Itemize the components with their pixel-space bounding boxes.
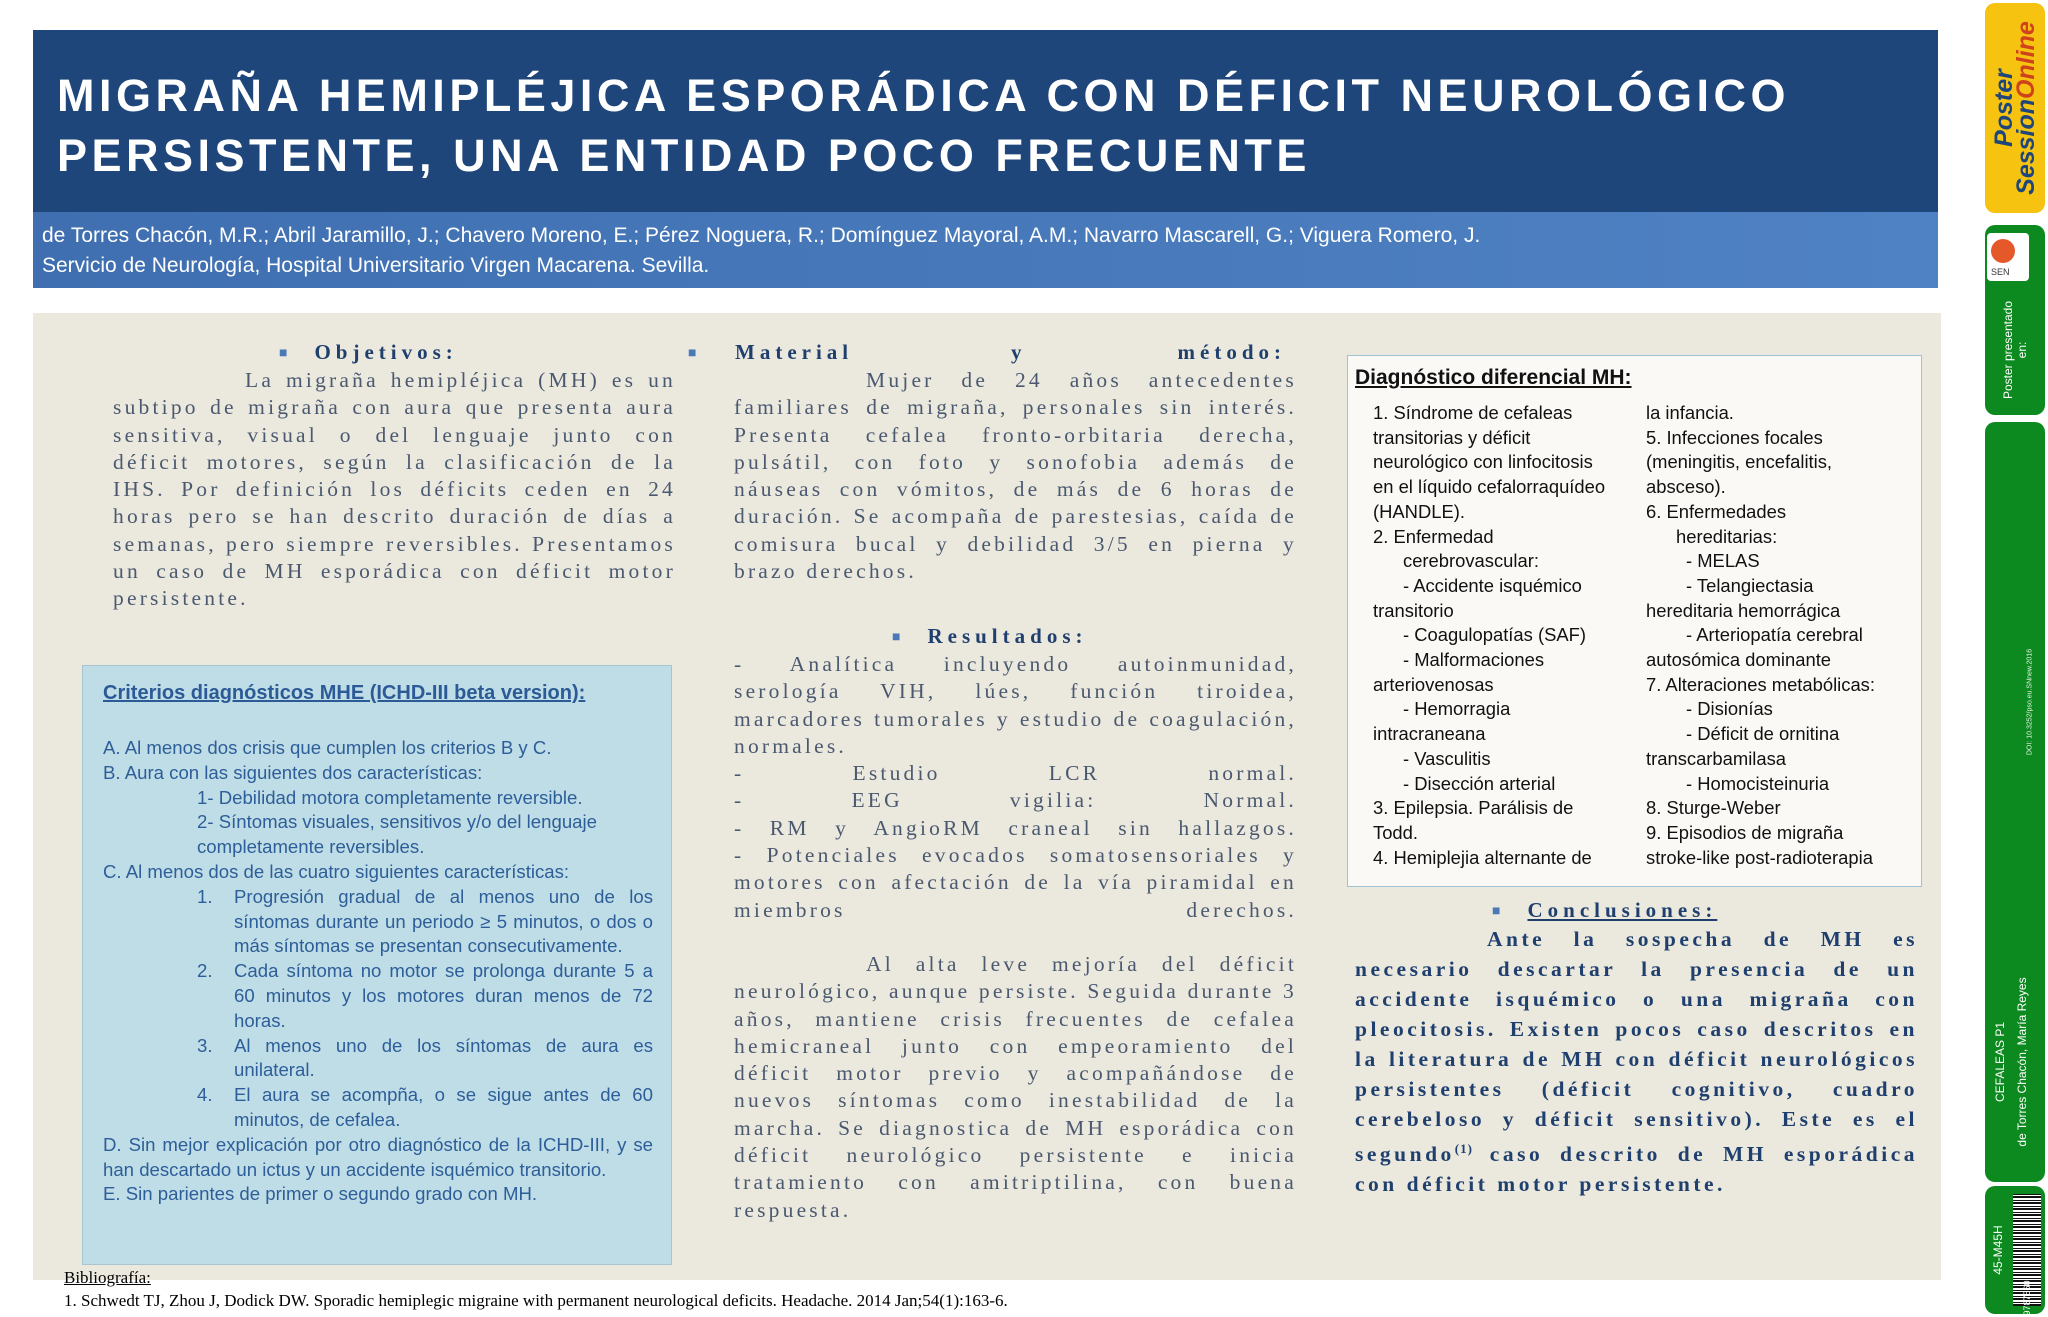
criterio-c-item: 2. Cada síntoma no motor se prolonga durante 5 a 60 minutos y los motores duran menos de 72 horas.: [197, 960, 653, 1031]
criterio-d: D. Sin mejor explicación por otro diagnóstico de la ICHD-III, y se han descartado un ictus y un accidente isquémico transitorio.: [103, 1133, 653, 1180]
code-panel: [1985, 1186, 2045, 1314]
material-text: Mujer de 24 años antecedentes familiares de migraña, personales sin interés. Presenta cefalea fronto-orbitaria derecha, pulsátil, con foto y sonofobia además de náuseas con vómitos, de más de 6 horas de duración. Se acompaña de parestesias, caída de comisura bucal y debilidad 3/5 en pierna y brazo derechos.: [734, 368, 1297, 584]
criterio-e: E. Sin parientes de primer o segundo grado con MH.: [103, 1183, 538, 1205]
presented-panel: [1985, 225, 2045, 415]
objetivos-text: La migraña hemipléjica (MH) es un subtipo de migraña con aura que presenta aura sensitiva, visual o del lenguaje junto con déficit motores, según la clasificación de la IHS. Por definición los déficits ceden en 24 horas pero se han descrito duración de días a semanas, pero siempre reversibles. Presentamos un caso de MH esporádica con déficit motor persistente.: [113, 368, 676, 611]
criterio-b: B. Aura con las siguientes dos características:: [103, 761, 483, 783]
poster-title: [57, 66, 1790, 186]
resultados-list: [734, 651, 1297, 924]
conclusiones-heading: ■ Conclusiones:: [1492, 898, 1718, 922]
title-line-2: PERSISTENTE, UNA ENTIDAD POCO FRECUENTE: [57, 130, 1311, 181]
session-label: CEFALEAS P1: [1993, 1021, 2007, 1103]
criterio-b1: 1- Debilidad motora completamente reversible.: [197, 786, 583, 808]
criterio-c-item: 3. Al menos uno de los síntomas de aura es unilateral.: [197, 1034, 653, 1081]
affiliation: Servicio de Neurología, Hospital Universitario Virgen Macarena. Sevilla.: [42, 254, 710, 277]
title-line-1: MIGRAÑA HEMIPLÉJICA ESPORÁDICA CON DÉFICIT NEUROLÓGICO: [57, 70, 1791, 121]
diagnostico-col-2: la infancia. 5. Infecciones focales (meningitis, encefalitis, absceso). 6. Enfermedades hereditarias: - MELAS - Telangiectasia hereditaria hemorrágica - Arteriopatía cerebral autosómica dominante 7. Alteraciones metabólicas: - Disionías - Déficit de ornitina transcarbamilasa - Homocisteinuria 8. Sturge-Weber 9. Episodios de migraña stroke-like post-radioterapia: [1646, 402, 1875, 868]
square-bullet-icon: ■: [688, 346, 702, 362]
criterio-c-item: 1. Progresión gradual de al menos uno de los síntomas durante un periodo ≥ 5 minutos, o dos o más síntomas se presentan consecutivamente.: [197, 885, 653, 957]
authors: de Torres Chacón, M.R.; Abril Jaramillo, J.; Chavero Moreno, E.; Pérez Noguera, R.; Domínguez Mayoral, A.M.; Navarro Mascarell, G.; Viguera Romero, J.: [42, 224, 1481, 247]
author-label: de Torres Chacón, María Reyes: [2015, 977, 2029, 1147]
sun-icon: [1991, 239, 2015, 263]
authors-banner: [33, 212, 1938, 288]
criterios-body: [103, 736, 653, 1207]
objetivos-heading: ■ Objetivos:: [279, 340, 458, 364]
resultados-line: - RM y AngioRM craneal sin hallazgos.: [734, 815, 1297, 840]
square-bullet-icon: ■: [892, 630, 906, 646]
brand-logo: Poster SessionOnline: [1990, 21, 2040, 195]
square-bullet-icon: ■: [279, 346, 293, 362]
resultados-line: - Estudio LCR normal.: [734, 761, 1297, 786]
resultados-line: - Potenciales evocados somatosensoriales y motores con afectación de la vía piramidal en miembros derechos.: [734, 843, 1297, 922]
bibliografia-heading: Bibliografía:: [64, 1268, 151, 1287]
diagnostico-col-1: 1. Síndrome de cefaleas transitorias y déficit neurológico con linfocitosis en el líquido cefalorraquídeo (HANDLE). 2. Enfermedad cerebrovascular: - Accidente isquémico transitorio - Coagulopatías (SAF) - Malformaciones arteriovenosas - Hemorragia intracraneana - Vasculitis - Disección arterial 3. Epilepsia. Parálisis de Todd. 4. Hemiplejia alternante de: [1373, 402, 1606, 868]
doi-text: DOI: 10.3252/pso.eu.SNnew.2016: [2026, 648, 2034, 756]
title-banner: [33, 30, 1938, 212]
resultados-followup: Al alta leve mejoría del déficit neurológico, aunque persiste. Seguida durante 3 años, mantiene crisis frecuentes de cefalea hemicraneal junto con empeoramiento del déficit motor previo y acompañándose de nuevos síntomas como inestabilidad de la marcha. Se diagnostica de MH esporádica con déficit neurológico persistente e inicia tratamiento con amitriptilina, con buena respuesta.: [734, 952, 1297, 1222]
poster-code: 45-M45H: [1991, 1225, 2005, 1275]
reference-marker: (1): [1454, 1141, 1473, 1156]
resultados-line: - EEG vigilia: Normal.: [734, 788, 1297, 813]
criterio-c-item: 4. El aura se acompña, o se sigue antes de 60 minutos, de cefalea.: [197, 1084, 653, 1130]
reference-1: 1. Schwedt TJ, Zhou J, Dodick DW. Sporadic hemiplegic migraine with permanent neurological deficits. Headache. 2014 Jan;54(1):163-6.: [64, 1291, 1008, 1310]
info-panel: [1985, 422, 2045, 1182]
criterio-a: A. Al menos dos crisis que cumplen los criterios B y C.: [103, 737, 552, 758]
conclusiones-text: Ante la sospecha de MH es necesario descartar la presencia de un accidente isquémico o una migraña con pleocitosis. Existen pocos caso descritos en la literatura de MH con déficit neurológicos persistentes (déficit cognitivo, cuadro cerebeloso y déficit sensitivo). Este es el segundo$^{(1)}$ caso descrito de MH esporádica con déficit motor persistente.: [1355, 927, 1918, 1197]
presented-label: Poster presentado en:: [2001, 300, 2029, 400]
criterios-title: Criterios diagnósticos MHE (ICHD-III beta version):: [103, 682, 586, 704]
brand-badge[interactable]: [1985, 3, 2045, 213]
diagnostico-title: Diagnóstico diferencial MH:: [1355, 366, 1632, 389]
criterios-box: [82, 665, 672, 1265]
barcode-number: 9787560: [2022, 1280, 2032, 1316]
material-heading: ■ Material y método:: [688, 340, 1286, 364]
criterio-b2: 2- Síntomas visuales, sensitivos y/o del lenguaje completamente reversibles.: [197, 811, 597, 858]
resultados-line: - Analítica incluyendo autoinmunidad, serología VIH, lúes, función tiroidea, marcadores tumorales y estudio de coagulación, normales.: [734, 652, 1297, 758]
square-bullet-icon: ■: [1492, 904, 1506, 920]
resultados-heading: ■ Resultados:: [892, 624, 1088, 648]
conference-logo: SEN: [1987, 233, 2029, 281]
diagnostico-box: [1347, 355, 1922, 887]
criterio-c: C. Al menos dos de las cuatro siguientes características:: [103, 860, 570, 882]
